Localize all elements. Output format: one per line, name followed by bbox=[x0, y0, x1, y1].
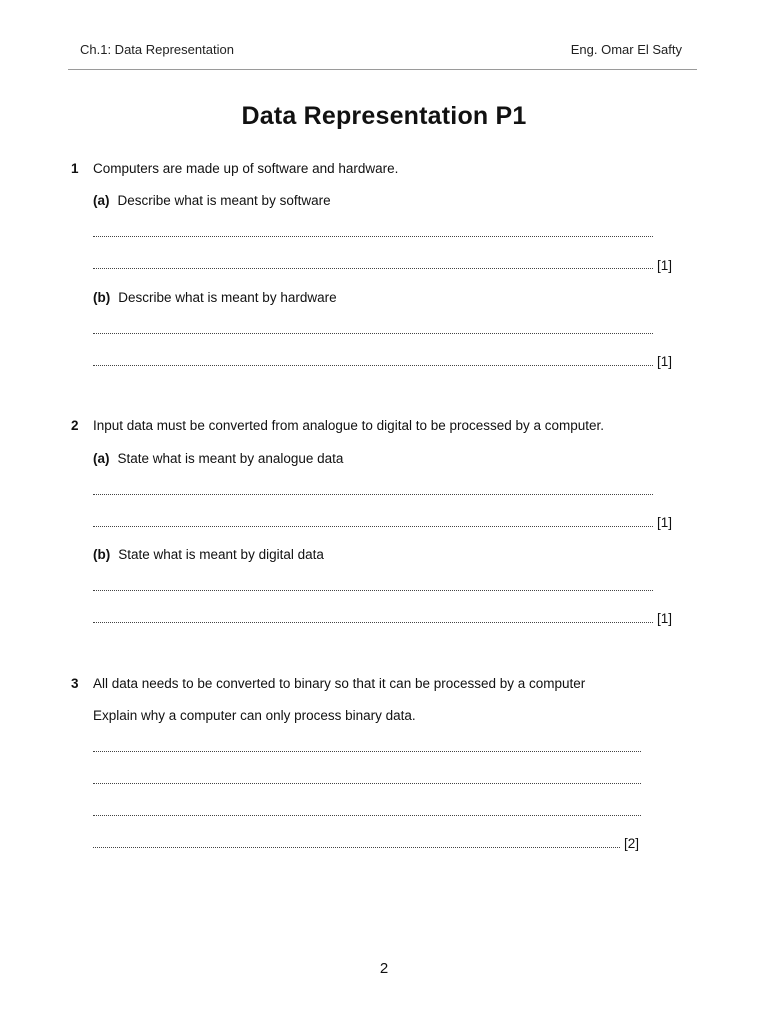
answer-line[interactable] bbox=[93, 847, 620, 848]
question-2b-label: (b) bbox=[93, 547, 111, 562]
question-3-mark: [2] bbox=[624, 836, 640, 851]
question-1b bbox=[93, 290, 337, 305]
question-1a-label: (a) bbox=[93, 193, 110, 208]
question-2b bbox=[93, 547, 324, 562]
question-1b-label: (b) bbox=[93, 290, 111, 305]
question-2b-mark: [1] bbox=[657, 611, 673, 626]
question-1-text: Computers are made up of software and hardware. bbox=[93, 161, 399, 176]
question-1a bbox=[93, 193, 331, 208]
page-number: 2 bbox=[379, 960, 389, 977]
question-2-number: 2 bbox=[71, 418, 79, 433]
answer-line[interactable] bbox=[93, 622, 653, 623]
answer-line[interactable] bbox=[93, 590, 653, 591]
question-1a-mark: [1] bbox=[657, 258, 673, 273]
answer-line[interactable] bbox=[93, 751, 641, 752]
answer-line[interactable] bbox=[93, 526, 653, 527]
question-1-number: 1 bbox=[71, 161, 79, 176]
header-divider bbox=[68, 69, 697, 70]
question-1b-mark: [1] bbox=[657, 354, 673, 369]
header-author: Eng. Omar El Safty bbox=[570, 42, 682, 57]
answer-line[interactable] bbox=[93, 365, 653, 366]
question-2b-text: State what is meant by digital data bbox=[118, 547, 324, 562]
question-3-number: 3 bbox=[71, 676, 79, 691]
question-1b-text: Describe what is meant by hardware bbox=[118, 290, 337, 305]
question-1a-text: Describe what is meant by software bbox=[117, 193, 331, 208]
question-2a bbox=[93, 451, 343, 466]
question-2-text: Input data must be converted from analogue to digital to be processed by a computer. bbox=[93, 418, 605, 433]
question-2a-label: (a) bbox=[93, 451, 110, 466]
answer-line[interactable] bbox=[93, 333, 653, 334]
answer-line[interactable] bbox=[93, 783, 641, 784]
header-chapter: Ch.1: Data Representation bbox=[80, 42, 234, 57]
question-2a-mark: [1] bbox=[657, 515, 673, 530]
page-title: Data Representation P1 bbox=[241, 102, 527, 130]
question-3-text: All data needs to be converted to binary so that it can be processed by a computer bbox=[93, 676, 586, 691]
question-3-prompt: Explain why a computer can only process binary data. bbox=[93, 708, 416, 723]
answer-line[interactable] bbox=[93, 815, 641, 816]
answer-line[interactable] bbox=[93, 494, 653, 495]
answer-line[interactable] bbox=[93, 236, 653, 237]
question-2a-text: State what is meant by analogue data bbox=[117, 451, 344, 466]
answer-line[interactable] bbox=[93, 268, 653, 269]
